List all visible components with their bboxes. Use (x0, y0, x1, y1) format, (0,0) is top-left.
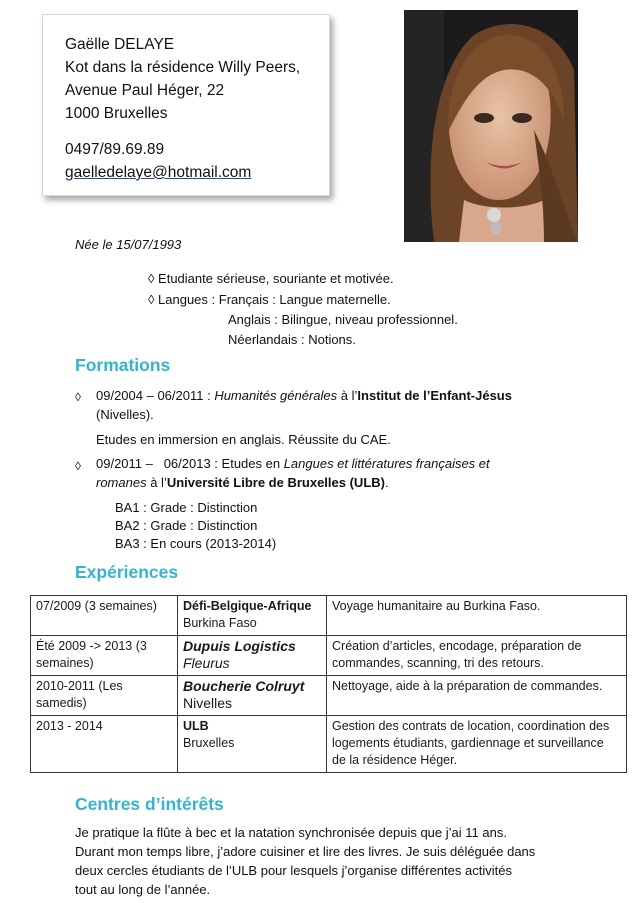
exp-desc: Gestion des contrats de location, coordination des logements étudiants, gardiennage et surveillance de la résidence Héger. (327, 716, 627, 773)
contact-phone: 0497/89.69.89 (65, 141, 165, 158)
grade-ba2: BA2 : Grade : Distinction (115, 518, 258, 533)
table-row (31, 596, 627, 636)
formation-item-1 (96, 386, 562, 405)
exp-org-place: Bruxelles (183, 736, 235, 750)
table-row (31, 716, 627, 773)
profile-line-1: ◊ Etudiante sérieuse, souriante et motivée. (148, 271, 394, 286)
interests-line-4: tout au long de l’année. (75, 882, 211, 897)
profile-line-3: Anglais : Bilingue, niveau professionnel. (228, 312, 458, 327)
formation-1-school: Institut de l’Enfant-Jésus (357, 388, 512, 403)
exp-org (178, 596, 327, 636)
exp-date: Été 2009 -> 2013 (3 semaines) (31, 636, 178, 676)
grade-ba1: BA1 : Grade : Distinction (115, 500, 258, 515)
formation-1-location: (Nivelles). (96, 407, 154, 422)
table-row (31, 636, 627, 676)
formation-item-2-cont (96, 473, 389, 492)
exp-org-place: Nivelles (183, 695, 233, 711)
exp-org (178, 676, 327, 716)
profile-line-4: Néerlandais : Notions. (228, 332, 356, 347)
portrait-image (404, 10, 578, 242)
exp-org (178, 716, 327, 773)
contact-name: Gaëlle DELAYE (65, 36, 175, 53)
formation-2-school: Université Libre de Bruxelles (ULB) (166, 475, 385, 490)
formation-1-note: Etudes en immersion en anglais. Réussite du CAE. (96, 432, 391, 447)
interests-line-1: Je pratique la flûte à bec et la natation synchronisée depuis que j’ai 11 ans. (75, 825, 507, 840)
profile-photo (404, 10, 578, 242)
exp-desc: Nettoyage, aide à la préparation de commandes. (327, 676, 627, 716)
exp-org-place: Fleurus (183, 655, 230, 671)
contact-box (42, 14, 330, 196)
experiences-heading: Expériences (75, 562, 179, 582)
exp-org-name: Boucherie Colruyt (183, 678, 305, 694)
grade-ba3: BA3 : En cours (2013-2014) (115, 536, 277, 551)
interests-line-2: Durant mon temps libre, j’adore cuisiner et lire des livres. Je suis déléguée dans (75, 844, 536, 859)
formation-2-dates: 09/2011 – 06/2013 : Etudes en (96, 456, 284, 471)
contact-city: 1000 Bruxelles (65, 105, 168, 122)
birth-date: Née le 15/07/1993 (75, 237, 182, 252)
formation-2-period: . (384, 475, 389, 490)
formation-1-program: Humanités générales (214, 388, 338, 403)
exp-org-place: Burkina Faso (183, 616, 257, 630)
interests-heading: Centres d’intérêts (75, 794, 224, 814)
bullet-diamond-icon: ◊ (75, 390, 81, 404)
exp-desc: Voyage humanitaire au Burkina Faso. (327, 596, 627, 636)
bullet-diamond-icon: ◊ (75, 459, 81, 473)
exp-date: 2010-2011 (Les samedis) (31, 676, 178, 716)
contact-address-2: Avenue Paul Héger, 22 (65, 82, 225, 99)
exp-date: 2013 - 2014 (31, 716, 178, 773)
formation-item-2 (96, 454, 562, 473)
formation-1-dates: 09/2004 – 06/2011 : (96, 388, 215, 403)
formation-1-connector: à l’ (337, 388, 358, 403)
profile-line-2: ◊ Langues : Français : Langue maternelle. (148, 292, 391, 307)
formation-2-program: Langues et littératures françaises et (283, 456, 490, 471)
formation-2-connector: à l’ (146, 475, 167, 490)
exp-org-name: Défi-Belgique-Afrique (183, 599, 312, 613)
exp-date: 07/2009 (3 semaines) (31, 596, 178, 636)
contact-address-1: Kot dans la résidence Willy Peers, (65, 59, 301, 76)
exp-org-name: Dupuis Logistics (183, 638, 296, 654)
formations-heading: Formations (75, 355, 171, 375)
contact-email[interactable]: gaelledelaye@hotmail.com (65, 164, 252, 181)
experiences-table (30, 595, 627, 773)
exp-org (178, 636, 327, 676)
formation-2-program-cont: romanes (96, 475, 147, 490)
exp-org-name: ULB (183, 719, 209, 733)
interests-line-3: deux cercles étudiants de l’ULB pour lesquels j’organise différentes activités (75, 863, 512, 878)
exp-desc: Création d’articles, encodage, préparation de commandes, scanning, tri des retours. (327, 636, 627, 676)
table-row (31, 676, 627, 716)
